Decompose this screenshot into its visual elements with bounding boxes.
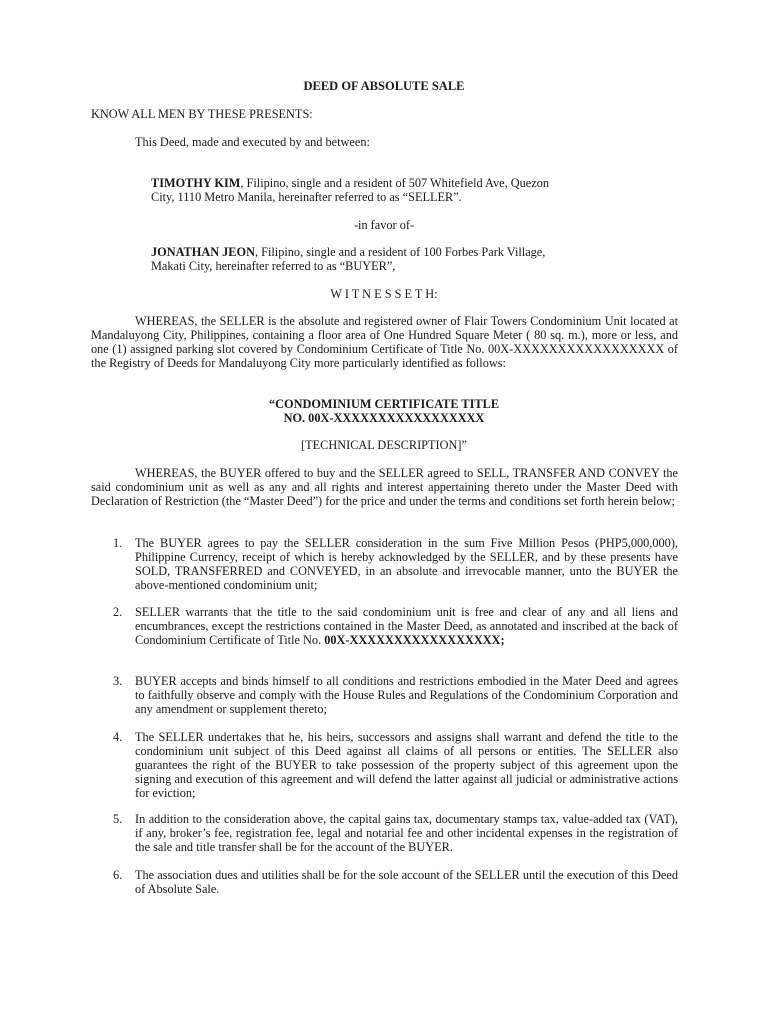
clause-text: The BUYER agrees to pay the SELLER consideration in the sum Five Million Pesos (PHP5,000,000), Philippine Currency, receipt of which is hereby acknowledged by the SELLER, and by these presents have SOLD, TRANSFERRED and CONVEYED, in an absolute and irrevocable manner, unto the BUYER the above-mentioned condominium unit; [135,536,678,592]
intro-line: This Deed, made and executed by and between: [135,135,370,149]
clause-text: BUYER accepts and binds himself to all conditions and restrictions embodied in the Mater Deed and agrees to faithfully observe and comply with the House Rules and Regulations of the Condominium Corporation and any amendment or supplement thereto; [135,674,678,716]
witnesseth-heading: W I T N E S S E T H: [330,287,438,301]
seller-details-2: City, 1110 Metro Manila, hereinafter referred to as “SELLER”. [151,190,462,204]
buyer-details-1: , Filipino, single and a resident of 100 Forbes Park Village, [254,245,546,259]
clause-number: 4. [113,730,123,744]
clause-number: 2. [113,605,123,619]
clause-number: 5. [113,812,123,826]
document-title: DEED OF ABSOLUTE SALE [303,79,465,93]
clause-number: 6. [113,868,123,882]
clause-text: SELLER warrants that the title to the said condominium unit is free and clear of any and all liens and encumbrances, except the restrictions contained in the Master Deed, as annotated and inscribed at the back of Condominium Certificate of Title No. [135,605,678,647]
clause-text: The association dues and utilities shall be for the sole account of the SELLER until the execution of this Deed of Absolute Sale. [135,868,678,896]
clause-text: In addition to the consideration above, the capital gains tax, documentary stamps tax, value-added tax (VAT), if any, broker’s fee, registration fee, legal and notarial fee and other incidental expenses in the registration of the sale and title transfer shall be for the account of the BUYER. [135,812,678,854]
clause-text: The SELLER undertakes that he, his heirs, successors and assigns shall warrant and defend the title to the condominium unit subject of this Deed against all claims of all persons or entities. The SELLER also guarantees the right of the BUYER to take possession of the property subject of this agreement upon the signing and execution of this agreement and will defend the latter against all judicial or administrative actions for eviction; [135,730,678,800]
clause-item-2 [135,605,678,647]
seller-name: TIMOTHY KIM [151,176,241,190]
whereas-paragraph-1: WHEREAS, the SELLER is the absolute and registered owner of Flair Towers Condominium Unit located at Mandaluyong City, Philippines, containing a floor area of One Hundred Square Meter ( 80 sq. m.), more or less, and one (1) assigned parking slot covered by Condominium Certificate of Title No. 00X-XXXXXXXXXXXXXXXXX of the Registry of Deeds for Mandaluyong City more particularly identified as follows: [91,314,678,370]
cct-heading-1: “CONDOMINIUM CERTIFICATE TITLE [268,397,500,411]
seller-details-1: , Filipino, single and a resident of 507 Whitefield Ave, Quezon [240,176,550,190]
seller-party [151,176,591,204]
whereas-paragraph-2: WHEREAS, the BUYER offered to buy and the SELLER agreed to SELL, TRANSFER AND CONVEY the said condominium unit as well as any and all rights and interest appertaining thereto under the Master Deed with Declaration of Restriction (the “Master Deed”) for the price and under the terms and conditions set forth herein below; [91,466,678,508]
in-favor-of: -in favor of- [353,218,415,232]
clause-title-number: 00X-XXXXXXXXXXXXXXXXX; [324,633,505,647]
clause-number: 1. [113,536,123,550]
clause-number: 3. [113,674,123,688]
buyer-party [151,245,611,273]
opening-line: KNOW ALL MEN BY THESE PRESENTS: [91,107,313,121]
buyer-name: JONATHAN JEON [151,245,255,259]
technical-description: [TECHNICAL DESCRIPTION]” [301,438,467,452]
cct-heading-2: NO. 00X-XXXXXXXXXXXXXXXXX [283,411,485,425]
buyer-details-2: Makati City, hereinafter referred to as “BUYER”, [151,259,396,273]
